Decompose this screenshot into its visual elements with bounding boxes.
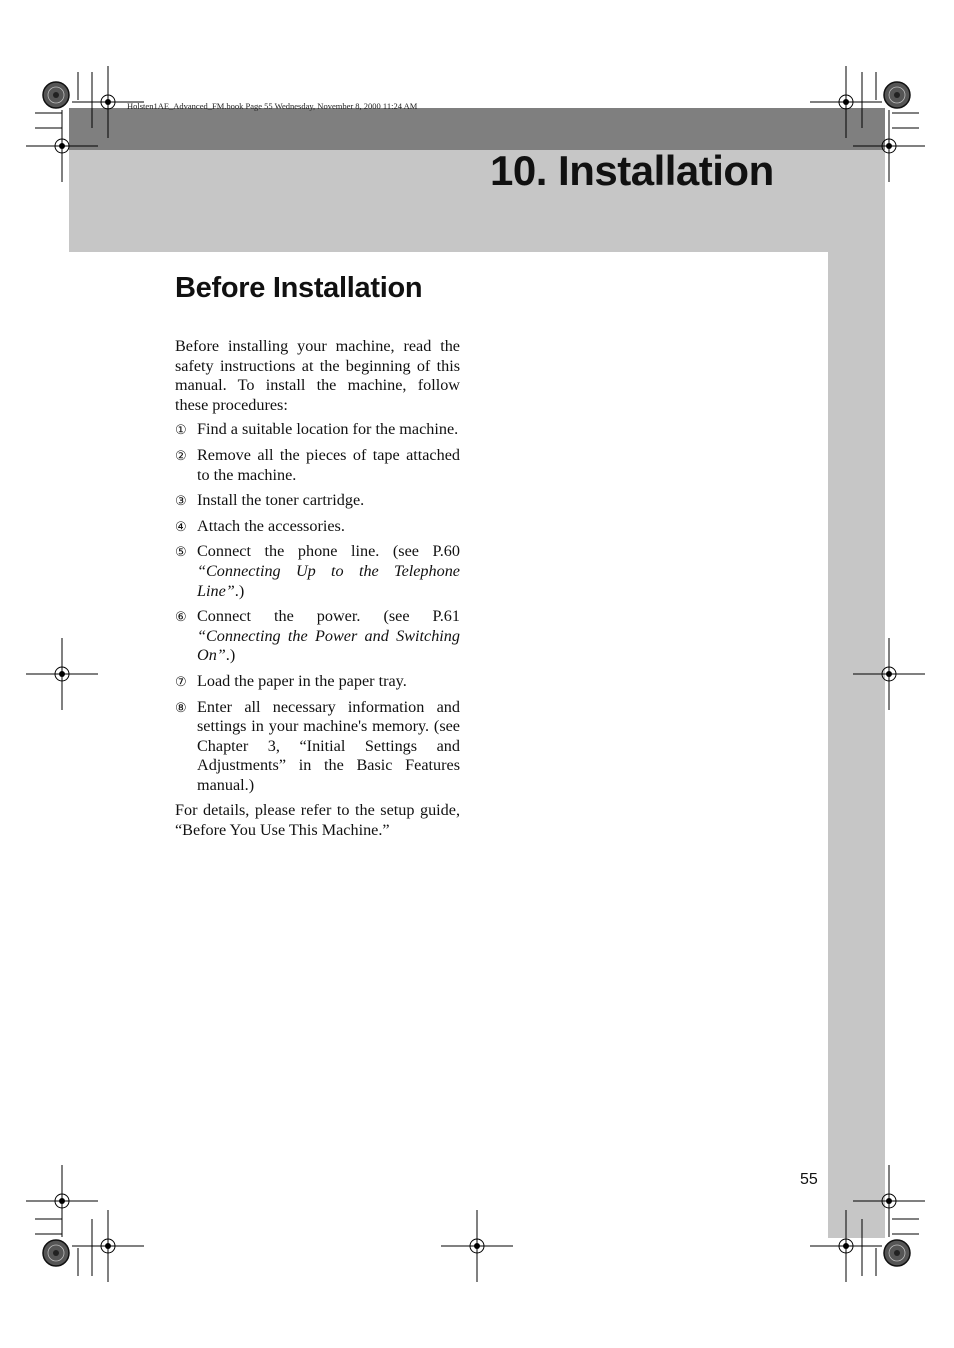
step-text: Connect the phone line. (see P.60 bbox=[197, 542, 460, 561]
color-target-icon bbox=[43, 82, 69, 108]
page-number: 55 bbox=[800, 1171, 818, 1188]
registration-mark-icon bbox=[853, 1165, 925, 1237]
step-number: ⑥ bbox=[175, 609, 187, 625]
step-text: Attach the accessories. bbox=[197, 516, 345, 535]
step-number: ⑧ bbox=[175, 699, 187, 715]
intro-paragraph: Before installing your machine, read the safety instructions at the beginning of this manual. To install the machine, follow these procedures: bbox=[175, 337, 460, 414]
step-number: ① bbox=[175, 422, 187, 438]
registration-mark-icon bbox=[72, 1210, 144, 1282]
cross-reference-link[interactable]: “Connecting Up to the Telephone Line” bbox=[197, 561, 460, 600]
registration-mark-icon bbox=[441, 1210, 513, 1282]
color-target-icon bbox=[43, 1240, 69, 1266]
registration-mark-icon bbox=[26, 638, 98, 710]
registration-mark-icon bbox=[810, 66, 882, 138]
step-text: Find a suitable location for the machine. bbox=[197, 420, 459, 439]
step-number: ④ bbox=[175, 518, 187, 534]
step-number: ② bbox=[175, 447, 187, 463]
registration-mark-icon bbox=[72, 66, 144, 138]
color-target-icon bbox=[884, 82, 910, 108]
registration-mark-icon bbox=[853, 110, 925, 182]
step-text-tail: .) bbox=[225, 646, 236, 665]
step-text: Enter all necessary information and settings in your machine's memory. (see Chapter 3, “Initial Settings and Adjustments” in the Basic Features manual.) bbox=[197, 697, 460, 794]
step-text: Remove all the pieces of tape attached to the machine. bbox=[197, 445, 460, 484]
file-info-line: Holsten1AE_Advanced_FM.book Page 55 Wednesday, November 8, 2000 11:24 AM bbox=[127, 101, 418, 111]
step-text: Install the toner cartridge. bbox=[197, 491, 365, 510]
step-number: ③ bbox=[175, 493, 187, 509]
step-number: ⑤ bbox=[175, 544, 187, 560]
step-text: Connect the power. (see P.61 bbox=[197, 607, 460, 626]
registration-mark-icon bbox=[26, 1165, 98, 1237]
registration-mark-icon bbox=[26, 110, 98, 182]
registration-mark-icon bbox=[810, 1210, 882, 1282]
outro-paragraph: For details, please refer to the setup guide, “Before You Use This Machine.” bbox=[175, 801, 460, 840]
step-text: Load the paper in the paper tray. bbox=[197, 671, 407, 690]
registration-mark-icon bbox=[853, 638, 925, 710]
step-number: ⑦ bbox=[175, 673, 187, 689]
step-text-tail: .) bbox=[234, 581, 245, 600]
section-title: Before Installation bbox=[175, 272, 423, 304]
color-target-icon bbox=[884, 1240, 910, 1266]
chapter-title: 10. Installation bbox=[490, 147, 774, 194]
cross-reference-link[interactable]: “Connecting the Power and Switching On” bbox=[197, 626, 460, 665]
